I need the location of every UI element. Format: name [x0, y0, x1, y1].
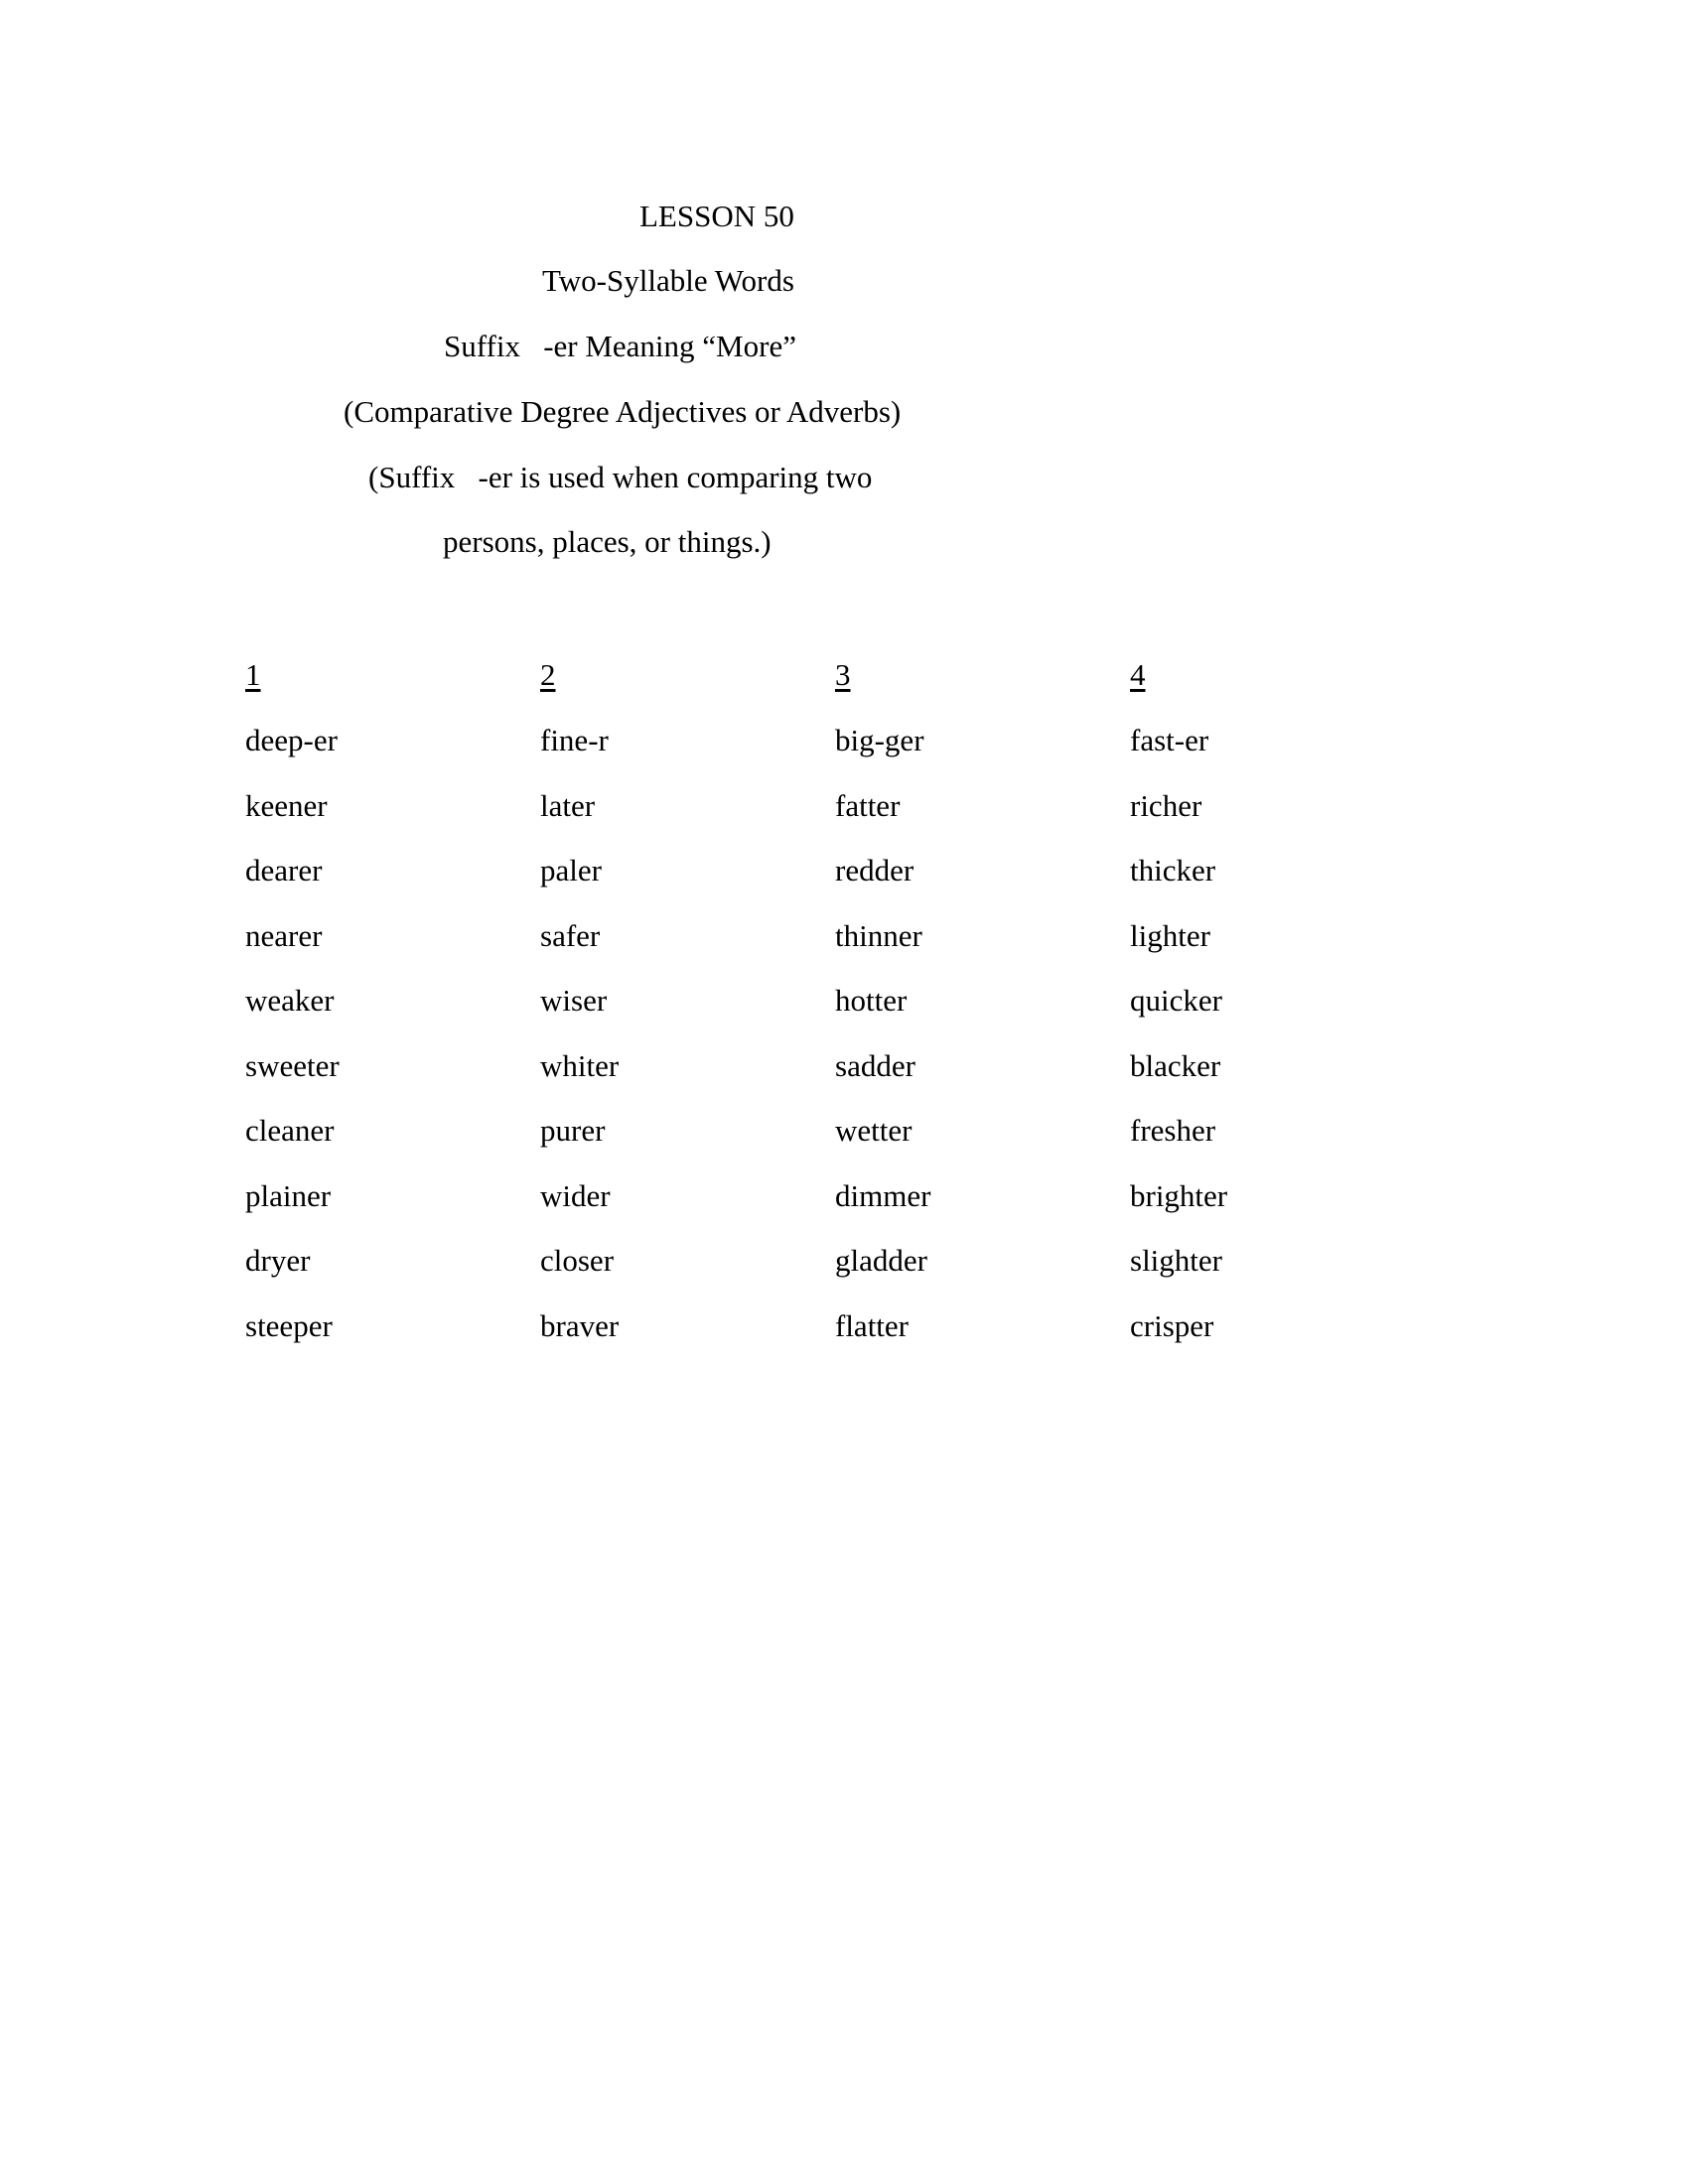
usage-note-line-1: (Suffix -er is used when comparing two	[368, 460, 873, 494]
word-item: fast-er	[1130, 723, 1209, 757]
lesson-subtitle: Two-Syllable Words	[542, 263, 794, 298]
word-column-3	[835, 655, 930, 1371]
word-item: nearer	[245, 917, 323, 953]
word-item: closer	[540, 1243, 615, 1278]
word-item: dryer	[245, 1243, 311, 1278]
column-heading: 3	[835, 657, 851, 692]
suffix-meaning-line: Suffix -er Meaning “More”	[444, 329, 796, 363]
column-heading: 4	[1130, 657, 1146, 692]
word-item: sadder	[835, 1047, 915, 1083]
word-item: deep-er	[245, 723, 338, 757]
word-column-4	[1130, 655, 1227, 1371]
word-item: redder	[835, 853, 914, 887]
comparative-note-line: (Comparative Degree Adjectives or Adverbs)	[344, 394, 902, 429]
column-heading: 1	[245, 657, 261, 692]
word-item: cleaner	[245, 1113, 335, 1148]
word-item: sweeter	[245, 1047, 340, 1083]
word-item: steeper	[245, 1307, 333, 1343]
word-item: dimmer	[835, 1177, 931, 1213]
word-item: purer	[540, 1113, 606, 1148]
word-item: plainer	[245, 1177, 332, 1213]
word-item: wiser	[540, 983, 608, 1018]
word-item: fatter	[835, 787, 901, 823]
word-item: lighter	[1130, 917, 1210, 953]
word-item: paler	[540, 853, 602, 887]
word-item: safer	[540, 917, 601, 953]
word-item: whiter	[540, 1047, 620, 1083]
word-item: fine-r	[540, 723, 609, 757]
word-item: gladder	[835, 1243, 927, 1278]
word-item: quicker	[1130, 983, 1222, 1018]
word-item: weaker	[245, 983, 335, 1018]
word-item: dearer	[245, 853, 323, 887]
word-item: thinner	[835, 917, 922, 953]
column-heading: 2	[540, 657, 556, 692]
word-item: blacker	[1130, 1047, 1221, 1083]
word-item: brighter	[1130, 1177, 1228, 1213]
word-item: wetter	[835, 1113, 913, 1148]
word-item: fresher	[1130, 1113, 1216, 1148]
word-column-2	[540, 655, 619, 1371]
word-item: keener	[245, 787, 328, 823]
word-item: crisper	[1130, 1307, 1214, 1343]
word-item: slighter	[1130, 1243, 1222, 1278]
word-item: braver	[540, 1307, 620, 1343]
word-item: flatter	[835, 1307, 910, 1343]
word-item: richer	[1130, 787, 1202, 823]
word-item: later	[540, 787, 596, 823]
word-item: thicker	[1130, 853, 1216, 887]
usage-note-line-2: persons, places, or things.)	[443, 524, 772, 559]
word-item: wider	[540, 1177, 611, 1213]
word-item: big-ger	[835, 723, 924, 757]
word-item: hotter	[835, 983, 908, 1018]
word-column-1	[245, 655, 340, 1371]
lesson-title: LESSON 50	[639, 199, 794, 233]
